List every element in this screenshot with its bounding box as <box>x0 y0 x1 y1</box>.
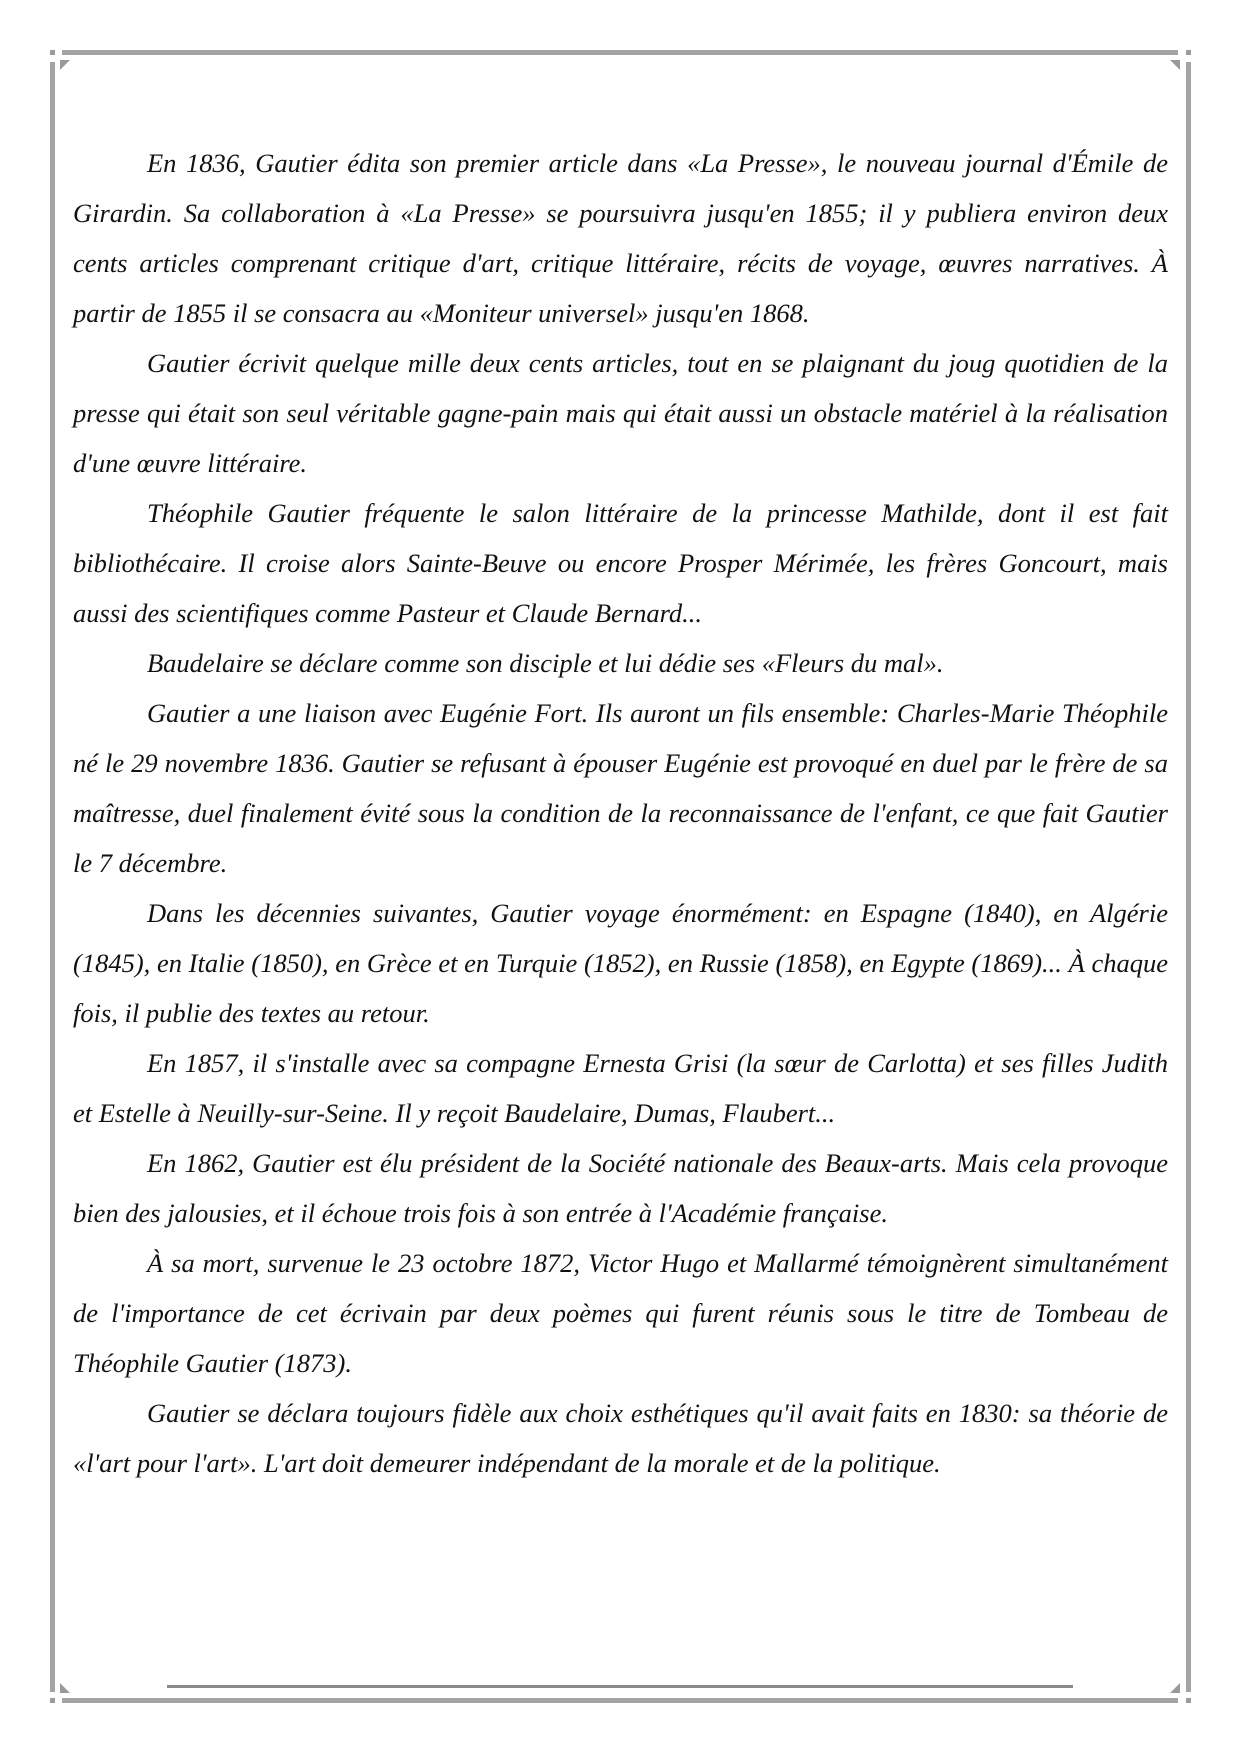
page-frame-right <box>1186 62 1191 1692</box>
paragraph-eugenie-fort: Gautier a une liaison avec Eugénie Fort. Ils auront un fils ensemble: Charles-Marie Théophile né le 29 novembre 1836. Gautier se refusant à épouser Eugénie est provoqué en duel par le frère de sa maîtresse, duel finalement évité sous la condition de la reconnaissance de l'enfant, ce que fait Gautier le 7 décembre. <box>73 698 1168 878</box>
paragraph-la-presse: En 1836, Gautier édita son premier article dans «La Presse», le nouveau journal d'Émile de Girardin. Sa collaboration à «La Presse» se poursuivra jusqu'en 1855; il y publiera environ deux cents articles comprenant critique d'art, critique littéraire, récits de voyage, œuvres narratives. À partir de 1855 il se consacra au «Moniteur universel» jusqu'en 1868. <box>73 148 1168 328</box>
paragraph-voyages: Dans les décennies suivantes, Gautier voyage énormément: en Espagne (1840), en Algérie (1845), en Italie (1850), en Grèce et en Turquie (1852), en Russie (1858), en Egypte (1869)... À chaque fois, il publie des textes au retour. <box>73 898 1168 1028</box>
paragraph-art-pour-art: Gautier se déclara toujours fidèle aux choix esthétiques qu'il avait faits en 1830: sa théorie de «l'art pour l'art». L'art doit demeurer indépendant de la morale et de la politique. <box>73 1398 1168 1478</box>
paragraph-beaux-arts: En 1862, Gautier est élu président de la Société nationale des Beaux-arts. Mais cela provoque bien des jalousies, et il échoue trois fois à son entrée à l'Académie française. <box>73 1148 1168 1228</box>
document-body <box>73 138 1168 1488</box>
corner-triangle-icon-top-left <box>60 60 70 70</box>
paragraph-neuilly: En 1857, il s'installe avec sa compagne Ernesta Grisi (la sœur de Carlotta) et ses filles Judith et Estelle à Neuilly-sur-Seine. Il y reçoit Baudelaire, Dumas, Flaubert... <box>73 1048 1168 1128</box>
paragraph-baudelaire: Baudelaire se déclare comme son disciple et lui dédie ses «Fleurs du mal». <box>147 648 944 678</box>
page-frame-left <box>50 62 55 1692</box>
corner-square-icon-bottom-left <box>50 1698 55 1703</box>
corner-square-icon-bottom-right <box>1186 1698 1191 1703</box>
footer-rule <box>167 1685 1073 1688</box>
corner-triangle-icon-bottom-right <box>1170 1683 1180 1693</box>
paragraph-salon-mathilde: Théophile Gautier fréquente le salon littéraire de la princesse Mathilde, dont il est fait bibliothécaire. Il croise alors Sainte-Beuve ou encore Prosper Mérimée, les frères Goncourt, mais aussi des scientifiques comme Pasteur et Claude Bernard... <box>73 498 1168 628</box>
corner-triangle-icon-top-right <box>1170 60 1180 70</box>
corner-square-icon-top-left <box>50 50 55 55</box>
corner-square-icon-top-right <box>1186 50 1191 55</box>
paragraph-mort: À sa mort, survenue le 23 octobre 1872, Victor Hugo et Mallarmé témoignèrent simultanément de l'importance de cet écrivain par deux poèmes qui furent réunis sous le titre de Tombeau de Théophile Gautier (1873). <box>73 1248 1168 1378</box>
paragraph-articles: Gautier écrivit quelque mille deux cents articles, tout en se plaignant du joug quotidien de la presse qui était son seul véritable gagne-pain mais qui était aussi un obstacle matériel à la réalisation d'une œuvre littéraire. <box>73 348 1168 478</box>
page-frame-top <box>62 50 1178 55</box>
corner-triangle-icon-bottom-left <box>60 1683 70 1693</box>
page-frame-bottom <box>62 1698 1178 1703</box>
